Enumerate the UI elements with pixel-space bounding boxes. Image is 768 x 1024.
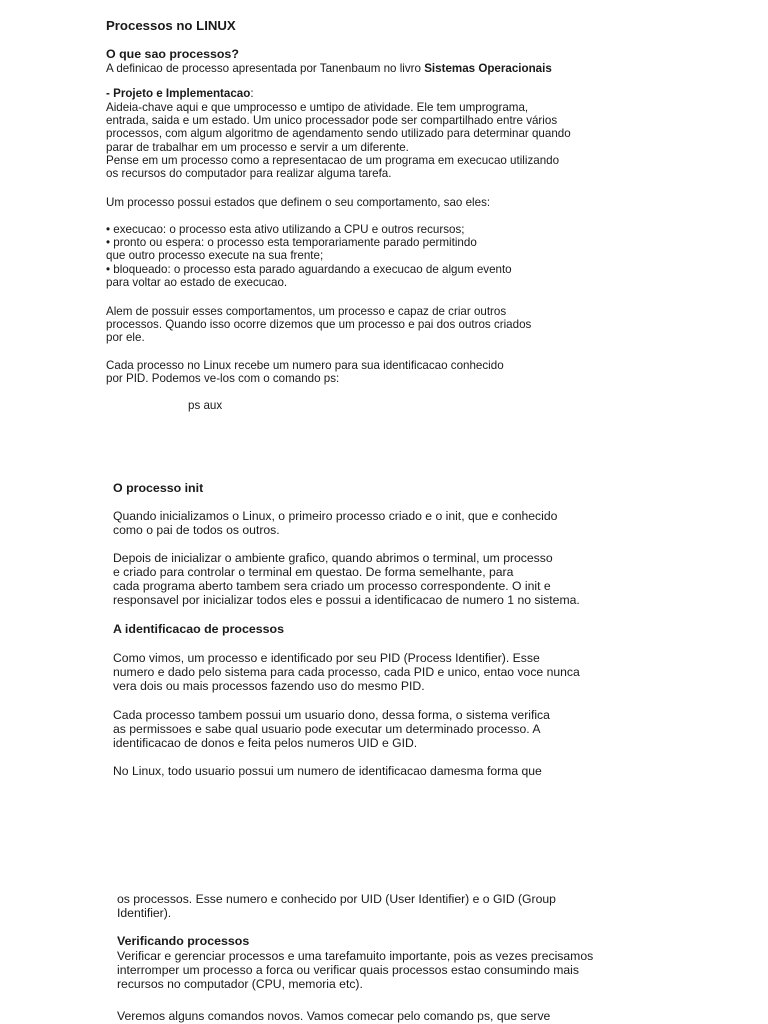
paragraph-pid bbox=[106, 359, 504, 385]
command-example: ps aux bbox=[188, 399, 223, 412]
list-item: que outro processo execute na sua frente; bbox=[106, 249, 324, 263]
text-line: parar de trabalhar em um processo e servir a um diferente. bbox=[106, 140, 409, 154]
text-line: Como vimos, um processo e identificado por seu PID (Process Identifier). Esse bbox=[113, 651, 540, 665]
section-heading-design bbox=[106, 87, 254, 100]
text-line: Identifier). bbox=[117, 906, 172, 920]
paragraph-init-terminal bbox=[113, 551, 580, 607]
text-line: cada programa aberto tambem sera criado um processo correspondente. O init e bbox=[113, 579, 551, 593]
list-item: • execucao: o processo esta ativo utilizando a CPU e outros recursos; bbox=[106, 223, 465, 236]
page-title: Processos no LINUX bbox=[106, 18, 236, 33]
paragraph-init-first bbox=[113, 509, 557, 537]
text-line: vera dois ou mais processos fazendo uso do mesmo PID. bbox=[113, 679, 425, 693]
intro-paragraph bbox=[106, 62, 552, 75]
design-heading-suffix: : bbox=[250, 87, 254, 100]
text-line: Pense em um processo como a representacao de um programa em execucao utilizando bbox=[106, 153, 560, 167]
list-item: • pronto ou espera: o processo esta temporariamente parado permitindo bbox=[106, 236, 477, 250]
text-line: processos. Quando isso ocorre dizemos que um processo e pai dos outros criados bbox=[106, 318, 532, 332]
paragraph-uid-cont bbox=[117, 892, 556, 920]
text-line: os processos. Esse numero e conhecido por UID (User Identifier) e o GID (Group bbox=[117, 892, 556, 906]
paragraph-commands: Veremos alguns comandos novos. Vamos comecar pelo comando ps, que serve bbox=[117, 1009, 551, 1023]
text-line: responsavel por inicializar todos eles e possui a identificacao de numero 1 no sistema. bbox=[113, 593, 580, 607]
text-line: Depois de inicializar o ambiente grafico, quando abrimos o terminal, um processo bbox=[113, 551, 553, 565]
text-line: e criado para controlar o terminal em questao. De forma semelhante, para bbox=[113, 565, 514, 579]
text-line: por ele. bbox=[106, 331, 145, 345]
paragraph-checking bbox=[117, 949, 623, 991]
paragraph-states-intro: Um processo possui estados que definem o seu comportamento, sao eles: bbox=[106, 196, 491, 209]
text-line: recursos no computador (CPU, memoria etc). bbox=[117, 977, 363, 991]
list-item: • bloqueado: o processo esta parado aguardando a execucao de algum evento bbox=[106, 262, 512, 276]
paragraph-uid-start: No Linux, todo usuario possui um numero de identificacao damesma forma que bbox=[113, 764, 542, 778]
text-line: por PID. Podemos ve-los com o comando ps: bbox=[106, 372, 340, 386]
text-line: Cada processo no Linux recebe um numero para sua identificacao conhecido bbox=[106, 359, 504, 372]
list-process-states bbox=[106, 223, 512, 289]
text-line: Aideia-chave aqui e que umprocesso e umtipo de atividade. Ele tem umprograma, bbox=[106, 101, 529, 114]
text-line: Verificar e gerenciar processos e uma tarefamuito importante, pois as vezes precisamos bbox=[117, 949, 594, 963]
paragraph-pid-unique bbox=[113, 651, 580, 693]
section-heading-init: O processo init bbox=[113, 481, 204, 495]
text-line: entrada, saida e um estado. Um unico processador pode ser compartilhado entre vários bbox=[106, 114, 558, 128]
list-item: para voltar ao estado de execucao. bbox=[106, 275, 288, 289]
text-line: interromper um processo a forca ou verificar quais processos estao consumindo mais bbox=[117, 963, 579, 977]
text-line: Cada processo tambem possui um usuario dono, dessa forma, o sistema verifica bbox=[113, 708, 550, 722]
intro-text: A definicao de processo apresentada por Tanenbaum no livro bbox=[106, 62, 425, 75]
design-heading-text: - Projeto e Implementacao bbox=[106, 87, 251, 100]
text-line: como o pai de todos os outros. bbox=[113, 523, 280, 537]
book-title: Sistemas Operacionais bbox=[424, 62, 552, 75]
text-line: os recursos do computador para realizar alguma tarefa. bbox=[106, 167, 392, 181]
section-heading-identification: A identificacao de processos bbox=[113, 622, 285, 636]
paragraph-child-processes bbox=[106, 305, 531, 345]
paragraph-owner bbox=[113, 708, 550, 750]
text-line: Quando inicializamos o Linux, o primeiro processo criado e o init, que e conhecido bbox=[113, 509, 558, 523]
text-line: Alem de possuir esses comportamentos, um processo e capaz de criar outros bbox=[106, 305, 507, 318]
text-line: processos, com algum algoritmo de agendamento sendo utilizado para determinar quando bbox=[106, 127, 571, 141]
paragraph-process-concept bbox=[106, 101, 571, 180]
text-line: as permissoes e sabe qual usuario pode executar um determinado processo. A bbox=[113, 722, 541, 736]
text-line: numero e dado pelo sistema para cada processo, cada PID e unico, entao voce nunca bbox=[113, 665, 580, 679]
section-heading-what-are-processes: O que sao processos? bbox=[106, 47, 239, 61]
text-line: identificacao de donos e feita pelos numeros UID e GID. bbox=[113, 736, 418, 750]
section-heading-checking: Verificando processos bbox=[117, 934, 250, 948]
